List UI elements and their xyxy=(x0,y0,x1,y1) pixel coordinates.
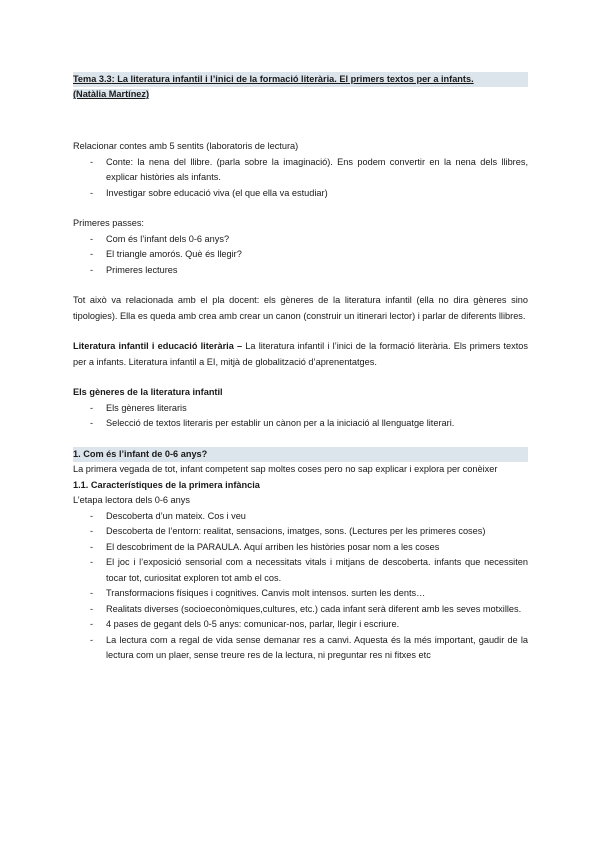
paragraph-pla-docent: Tot això va relacionada amb el pla docent: els gèneres de la literatura infantil (ella no dira gèneres sino tipologies). Ella es queda amb crea amb crear un canon (construir un itinerari lector) i parlar de diferents llibres. xyxy=(73,295,528,321)
paragraph-educacio-literaria xyxy=(73,339,528,370)
list-etapa-lectora xyxy=(73,509,528,664)
list-item: - Selecció de textos literaris per establir un cànon per a la iniciació al llenguatge literari. xyxy=(73,416,528,432)
list-item: - Els gèneres literaris xyxy=(73,401,528,417)
list-item: - Realitats diverses (socioeconòmiques,cultures, etc.) cada infant serà diferent amb les seves motxilles. xyxy=(73,602,528,618)
document-title xyxy=(73,72,528,87)
section-heading-infant: 1. Com és l’infant de 0-6 anys? xyxy=(73,447,528,463)
list-item: - El descobriment de la PARAULA. Aquí arriben les històries posar nom a les coses xyxy=(73,540,528,556)
list-item: - El joc i l’exposició sensorial com a necessitats vitals i mitjans de descoberta. infants que necessiten tocar tot, curiositat exploren tot amb el cos. xyxy=(73,555,528,586)
title-author: (Natàlia Martínez) xyxy=(73,89,150,99)
list-item: - Conte: la nena del llibre. (parla sobre la imaginació). Ens podem convertir en la nena dels llibres, explicar històries als infants. xyxy=(73,155,528,186)
list-primeres-passes xyxy=(73,232,528,279)
subheading-caracteristiques: 1.1. Característiques de la primera infància xyxy=(73,479,260,490)
list-item: - Descoberta d’un mateix. Cos i veu xyxy=(73,509,528,525)
section-heading-primeres-passes: Primeres passes: xyxy=(73,218,144,228)
intro-etapa-lectora: L’etapa lectora dels 0-6 anys xyxy=(73,495,190,505)
title-author-line xyxy=(73,87,528,102)
paragraph-primera-vegada: La primera vegada de tot, infant competent sap moltes coses pero no sap explicar i explora per conèixer xyxy=(73,464,498,474)
list-item: - Investigar sobre educació viva (el que ella va estudiar) xyxy=(73,186,528,202)
list-item: - Primeres lectures xyxy=(73,263,528,279)
list-generes xyxy=(73,401,528,432)
list-item: - Com és l’infant dels 0-6 anys? xyxy=(73,232,528,248)
list-item: - La lectura com a regal de vida sense demanar res a canvi. Aquesta és la més important, gaudir de la lectura com un plaer, sense treure res de la lectura, ni preguntar res ni fitxes etc xyxy=(73,633,528,664)
section-heading-sentits: Relacionar contes amb 5 sentits (laboratoris de lectura) xyxy=(73,141,299,151)
list-item: - 4 pases de gegant dels 0-5 anys: comunicar-nos, parlar, llegir i escriure. xyxy=(73,617,528,633)
paragraph-label: Literatura infantil i educació literària – xyxy=(73,341,243,351)
list-item: - Transformacions físiques i cognitives. Canvis molt intensos. surten les dents… xyxy=(73,586,528,602)
list-sentits xyxy=(73,155,528,202)
paragraph-text: La literatura infantil i l’inici de la formació literària. Els primers textos per a infants. Literatura infantil a EI, mitjà de globalització d’aprenentatges. xyxy=(73,341,529,367)
list-item: - El triangle amorós. Què és llegir? xyxy=(73,247,528,263)
title-topic-number: Tema 3.3 xyxy=(73,74,112,84)
title-text: : La literatura infantil i l’inici de la formació literària. El primers textos per a infants. xyxy=(111,74,474,84)
document-content xyxy=(73,72,528,664)
section-heading-generes: Els gèneres de la literatura infantil xyxy=(73,387,223,397)
list-item: - Descoberta de l’entorn: realitat, sensacions, imatges, sons. (Lectures per les primeres coses) xyxy=(73,524,528,540)
